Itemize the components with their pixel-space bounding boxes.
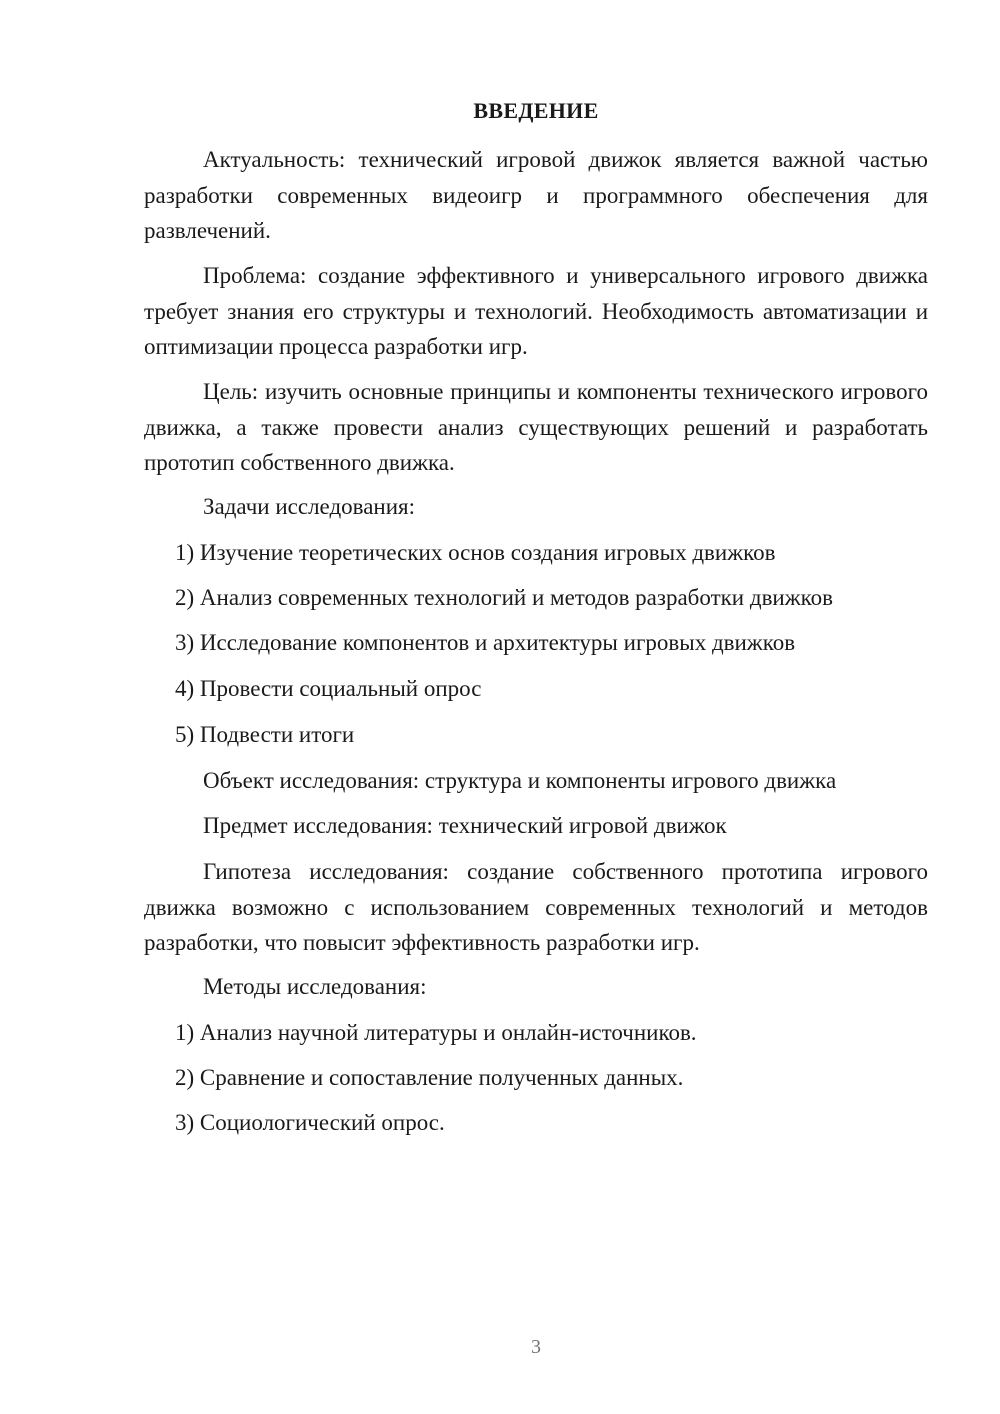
hypothesis-paragraph: Гипотеза исследования: создание собственного прототипа игрового движка возможно с использованием современных технологий и методов разработки, что повысит эффективность разработки игр. <box>144 859 928 955</box>
subject-line: Предмет исследования: технический игровой движок <box>203 813 727 838</box>
method-item: 3) Социологический опрос. <box>175 1110 445 1135</box>
relevance-paragraph: Актуальность: технический игровой движок является важной частью разработки современных видеоигр и программного обеспечения для развлечений. <box>144 147 928 243</box>
page-number: 3 <box>531 1336 541 1358</box>
tasks-heading: Задачи исследования: <box>203 494 416 519</box>
task-item: 4) Провести социальный опрос <box>175 676 482 701</box>
section-title: ВВЕДЕНИЕ <box>473 98 599 123</box>
methods-heading: Методы исследования: <box>203 974 427 999</box>
object-line: Объект исследования: структура и компоненты игрового движка <box>203 768 837 793</box>
task-item: 2) Анализ современных технологий и методов разработки движков <box>175 585 833 610</box>
method-item: 2) Сравнение и сопоставление полученных данных. <box>175 1065 684 1090</box>
goal-paragraph: Цель: изучить основные принципы и компоненты технического игрового движка, а также провести анализ существующих решений и разработать прототип собственного движка. <box>144 379 928 475</box>
task-item: 1) Изучение теоретических основ создания игровых движков <box>175 540 776 565</box>
task-item: 5) Подвести итоги <box>175 722 355 747</box>
problem-paragraph: Проблема: создание эффективного и универсального игрового движка требует знания его структуры и технологий. Необходимость автоматизации и оптимизации процесса разработки игр. <box>144 263 928 359</box>
task-item: 3) Исследование компонентов и архитектуры игровых движков <box>175 630 796 655</box>
method-item: 1) Анализ научной литературы и онлайн-источников. <box>175 1020 697 1045</box>
